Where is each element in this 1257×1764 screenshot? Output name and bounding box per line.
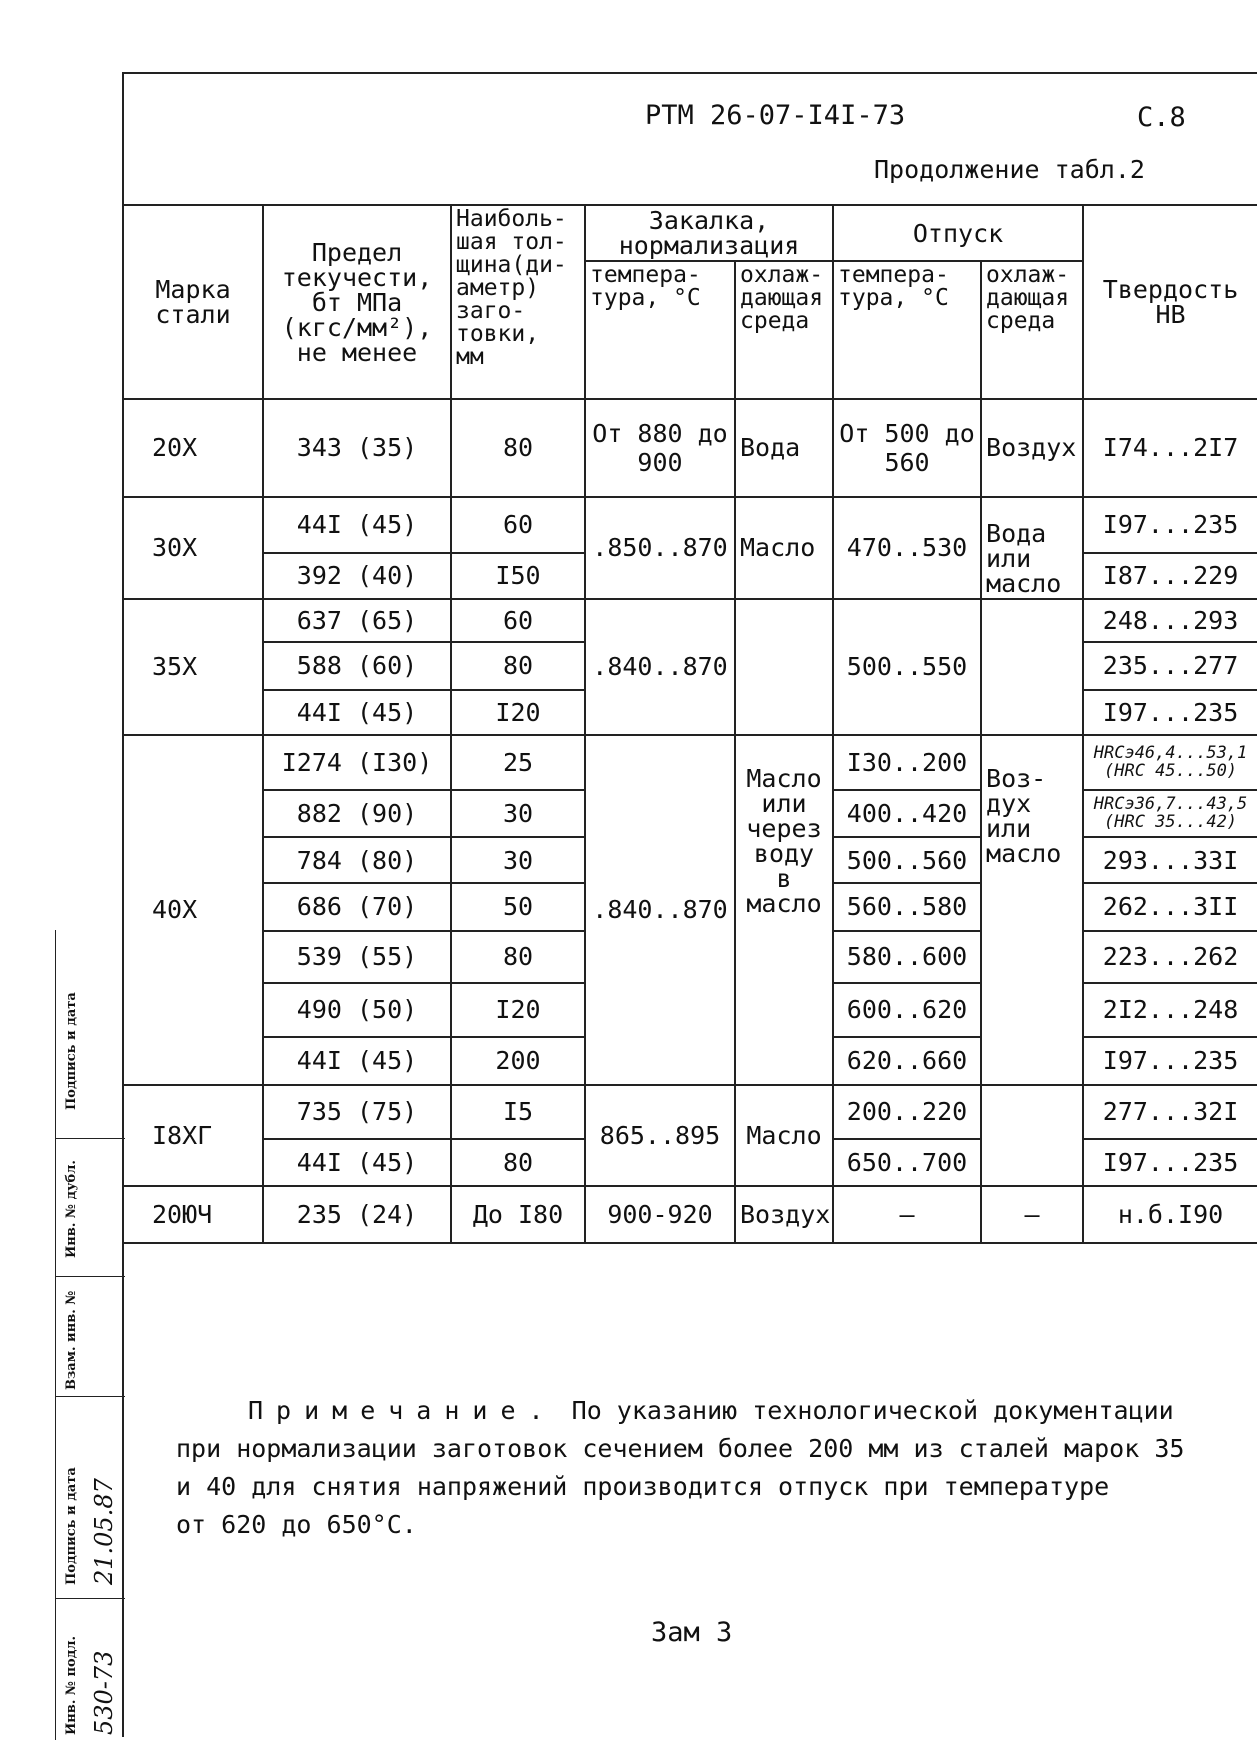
tempering-temp-cell: 500..560 — [833, 837, 981, 883]
thickness-cell: 80 — [451, 1139, 585, 1187]
thickness-cell: 25 — [451, 735, 585, 789]
stamp-label-original-inv: Инв. № подл. — [64, 1635, 79, 1735]
col-header-grade: Марка стали — [123, 205, 263, 399]
yield-cell: 686 (70) — [263, 883, 451, 931]
table-caption: Продолжение табл.2 — [874, 155, 1145, 184]
thickness-cell: 80 — [451, 642, 585, 690]
hardness-cell: I97...235 — [1083, 497, 1257, 553]
document-code: РТМ 26-07-I4I-73 — [645, 100, 906, 131]
tempering-temp-cell: От 500 до 560 — [833, 399, 981, 497]
col-header-tempering: Отпуск — [833, 205, 1083, 261]
yield-cell: 637 (65) — [263, 599, 451, 642]
hardening-temp-cell: .840..870 — [585, 735, 735, 1084]
hardness-cell: I97...235 — [1083, 1037, 1257, 1085]
tempering-medium-cell: – — [981, 1186, 1083, 1243]
note-line-3: и 40 для снятия напряжений производится отпуск при температуре — [176, 1472, 1110, 1501]
note-line-1 — [176, 1392, 1216, 1430]
yield-cell: 343 (35) — [263, 399, 451, 497]
tempering-temp-cell: 500..550 — [833, 599, 981, 736]
thickness-cell: 80 — [451, 399, 585, 497]
thickness-cell: 200 — [451, 1037, 585, 1085]
thickness-cell: 80 — [451, 931, 585, 983]
col-header-hardening-temp: темпера-тура, °С — [585, 261, 735, 399]
hardening-medium-cell: Масло — [735, 497, 833, 599]
tempering-temp-cell: 600..620 — [833, 983, 981, 1037]
table-row — [123, 1085, 1257, 1139]
yield-cell: 588 (60) — [263, 642, 451, 690]
tempering-medium-cell-empty — [981, 1085, 1083, 1187]
handwritten-date: 21.05.87 — [90, 1478, 118, 1585]
grade-cell: 35Х — [123, 599, 263, 736]
stamp-label-duplicate-inv: Инв. № дубл. — [64, 1160, 79, 1258]
hardness-cell: I97...235 — [1083, 1139, 1257, 1187]
tempering-temp-cell: 470..530 — [833, 497, 981, 599]
tempering-medium-cell-empty — [981, 599, 1083, 736]
col-header-tempering-temp: темпера-тура, °С — [833, 261, 981, 399]
col-header-yield: Предел текучести, бт МПа (кгс/мм²), не менее — [263, 205, 451, 399]
grade-cell: 30Х — [123, 497, 263, 599]
yield-cell: 44I (45) — [263, 497, 451, 553]
grade-cell: 20ЮЧ — [123, 1186, 263, 1243]
hardening-medium-cell: Вода — [735, 399, 833, 497]
hardness-cell: 248...293 — [1083, 599, 1257, 642]
hardness-cell: 293...33I — [1083, 837, 1257, 883]
hardness-cell: I74...2I7 — [1083, 399, 1257, 497]
tempering-temp-cell: 400..420 — [833, 790, 981, 838]
grade-cell: 20Х — [123, 399, 263, 497]
col-header-hardening: Закалка, нормализация — [585, 205, 833, 261]
hardness-cell: HRCэ46,4...53,1 (HRC 45...50) — [1083, 735, 1257, 789]
hardness-cell: н.б.I90 — [1083, 1186, 1257, 1243]
tempering-temp-cell: 560..580 — [833, 883, 981, 931]
table-row — [123, 735, 1257, 789]
thickness-cell: I5 — [451, 1085, 585, 1139]
hardening-medium-cell: Масло или через воду в масло — [735, 735, 833, 1084]
yield-cell: 539 (55) — [263, 931, 451, 983]
hardness-cell: I97...235 — [1083, 690, 1257, 736]
yield-cell: 392 (40) — [263, 553, 451, 599]
tempering-medium-cell: Воздух — [981, 399, 1083, 497]
col-header-hardening-medium: охлаж-дающая среда — [735, 261, 833, 399]
yield-cell: 44I (45) — [263, 1037, 451, 1085]
hardening-medium-cell-empty — [735, 599, 833, 736]
yield-cell: 490 (50) — [263, 983, 451, 1037]
tempering-temp-cell: – — [833, 1186, 981, 1243]
hardness-cell: 262...3II — [1083, 883, 1257, 931]
yield-cell: 44I (45) — [263, 690, 451, 736]
hardening-temp-cell: 865..895 — [585, 1085, 735, 1187]
hardness-cell: I87...229 — [1083, 553, 1257, 599]
stamp-label-interchange-inv: Взам. инв. № — [64, 1290, 79, 1390]
table-note — [176, 1392, 1216, 1544]
tempering-temp-cell: 650..700 — [833, 1139, 981, 1187]
note-lead: Примечание. — [248, 1396, 557, 1425]
hardening-medium-cell: Масло — [735, 1085, 833, 1187]
thickness-cell: I50 — [451, 553, 585, 599]
page-number: С.8 — [1137, 102, 1186, 133]
note-text-1: По указанию технологической документации — [571, 1396, 1174, 1425]
grade-cell: I8ХГ — [123, 1085, 263, 1187]
tempering-temp-cell: I30..200 — [833, 735, 981, 789]
thickness-cell: 30 — [451, 790, 585, 838]
yield-cell: 882 (90) — [263, 790, 451, 838]
stamp-divider — [55, 1598, 125, 1599]
yield-cell: 784 (80) — [263, 837, 451, 883]
thickness-cell: I20 — [451, 690, 585, 736]
hardening-temp-cell: .850..870 — [585, 497, 735, 599]
thickness-cell: 30 — [451, 837, 585, 883]
col-header-thickness: Наиболь-шая тол-щина(ди-аметр) заго-товки, мм — [451, 205, 585, 399]
tempering-temp-cell: 580..600 — [833, 931, 981, 983]
hardness-cell: 235...277 — [1083, 642, 1257, 690]
steel-properties-table — [122, 204, 1257, 1244]
hardness-cell: 277...32I — [1083, 1085, 1257, 1139]
yield-cell: 735 (75) — [263, 1085, 451, 1139]
tempering-temp-cell: 200..220 — [833, 1085, 981, 1139]
tempering-temp-cell: 620..660 — [833, 1037, 981, 1085]
stamp-divider — [55, 1138, 125, 1139]
tempering-medium-cell: Воз-дух или масло — [981, 735, 1083, 1084]
stamp-label-signature-date-2: Подпись и дата — [64, 1467, 79, 1585]
table-row — [123, 599, 1257, 642]
yield-cell: 235 (24) — [263, 1186, 451, 1243]
revision-mark: Зам 3 — [651, 1617, 733, 1648]
hardening-temp-cell: От 880 до 900 — [585, 399, 735, 497]
grade-cell: 40Х — [123, 735, 263, 1084]
hardening-temp-cell: .840..870 — [585, 599, 735, 736]
yield-cell: I274 (I30) — [263, 735, 451, 789]
stamp-label-signature-date: Подпись и дата — [64, 992, 79, 1110]
stamp-divider — [55, 1276, 125, 1277]
col-header-hardness: Твердость НВ — [1083, 205, 1257, 399]
note-line-2: при нормализации заготовок сечением более 200 мм из сталей марок 35 — [176, 1434, 1185, 1463]
stamp-divider — [55, 1396, 125, 1397]
yield-cell: 44I (45) — [263, 1139, 451, 1187]
note-line-4: от 620 до 650°С. — [176, 1510, 417, 1539]
table-row — [123, 399, 1257, 497]
thickness-cell: 60 — [451, 599, 585, 642]
handwritten-inventory-number: 530-73 — [90, 1650, 118, 1735]
hardening-medium-cell: Воздух — [735, 1186, 833, 1243]
thickness-cell: До I80 — [451, 1186, 585, 1243]
tempering-medium-cell: Вода или масло — [981, 497, 1083, 599]
thickness-cell: I20 — [451, 983, 585, 1037]
hardness-cell: HRCэ36,7...43,5 (HRC 35...42) — [1083, 790, 1257, 838]
hardness-cell: 2I2...248 — [1083, 983, 1257, 1037]
hardening-temp-cell: 900-920 — [585, 1186, 735, 1243]
hardness-cell: 223...262 — [1083, 931, 1257, 983]
table-row — [123, 1186, 1257, 1243]
table-row — [123, 497, 1257, 553]
thickness-cell: 50 — [451, 883, 585, 931]
col-header-tempering-medium: охлаж-дающая среда — [981, 261, 1083, 399]
thickness-cell: 60 — [451, 497, 585, 553]
